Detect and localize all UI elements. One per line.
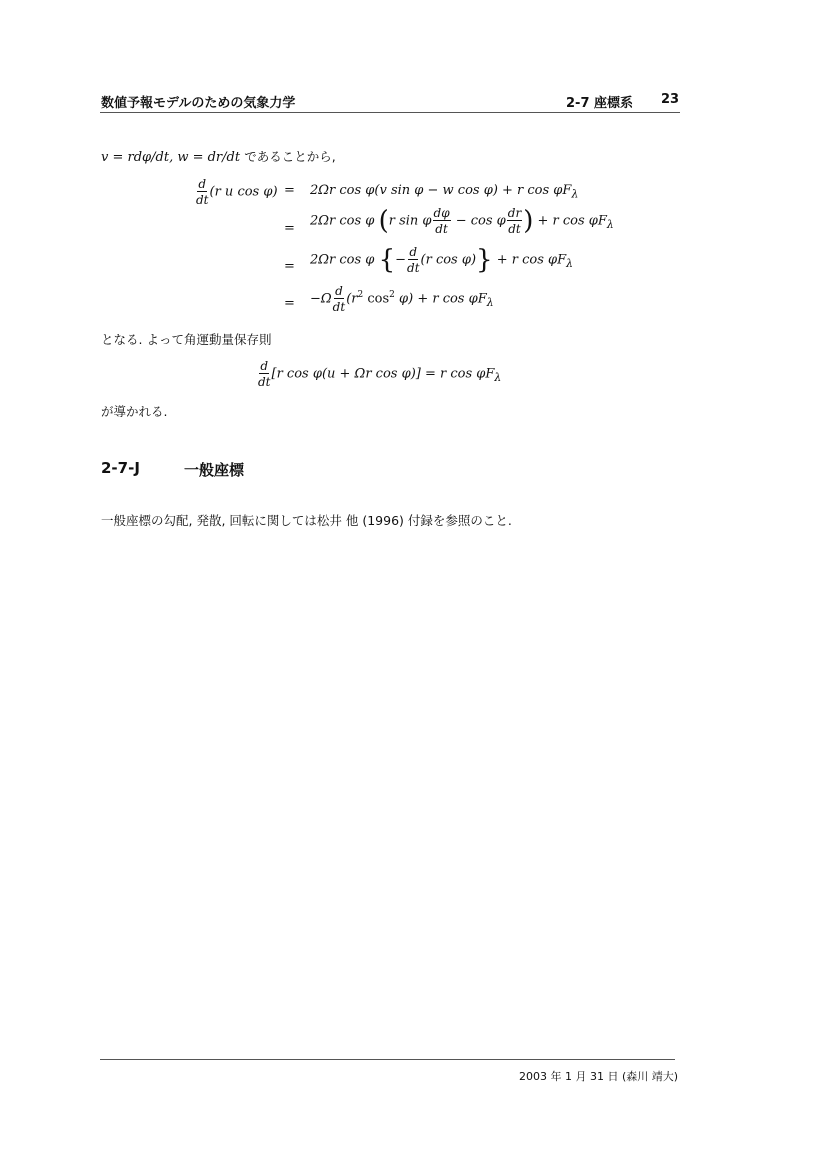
eq-rhs-1 xyxy=(310,183,578,201)
eq-rhs-2-a: 2Ωr cos φ xyxy=(310,213,375,229)
eq-rhs-2 xyxy=(310,207,614,235)
eq2-body: [r cos φ(u + Ωr cos φ)] = r cos φF xyxy=(271,366,495,382)
running-header-section: 2-7 座標系 xyxy=(566,96,634,111)
right-brace: } xyxy=(476,245,493,275)
eq-rhs-3 xyxy=(310,246,573,274)
eq-sign-4: = xyxy=(284,296,295,311)
eq-rhs-4-c: cos xyxy=(367,291,390,307)
text-after-equations: となる. よって角運動量保存則 xyxy=(101,332,272,347)
section-title: 一般座標 xyxy=(184,461,245,479)
eq-rhs-4 xyxy=(310,285,494,313)
subscript-lambda: λ xyxy=(486,296,494,310)
eq-rhs-1-text: 2Ωr cos φ(v sin φ − w cos φ) + r cos φF xyxy=(310,183,572,198)
eq-lhs xyxy=(195,178,278,206)
angular-momentum-equation xyxy=(257,360,501,388)
eq-rhs-3-c: (r cos φ) xyxy=(420,252,477,268)
subscript-lambda: λ xyxy=(566,257,574,271)
superscript-two: 2 xyxy=(389,290,395,301)
eq-rhs-4-b: (r xyxy=(346,291,358,307)
derivative-dphi-dt: $\frac{d\varphi}{dt}$ xyxy=(433,206,450,236)
text-derived: が導かれる. xyxy=(101,404,168,419)
subscript-lambda: λ xyxy=(494,371,502,385)
eq-rhs-2-b: r sin φ xyxy=(388,213,432,229)
eq-sign-2: = xyxy=(284,221,295,236)
footer-rule xyxy=(100,1059,675,1060)
superscript-two: 2 xyxy=(357,290,364,301)
derivative-d-dt: $\frac{d}{dt}$ xyxy=(196,177,209,207)
eq-lhs-arg: (r u cos φ) xyxy=(209,184,278,200)
left-paren: ( xyxy=(378,206,389,236)
subscript-lambda: λ xyxy=(606,218,614,232)
eq-rhs-3-d: + r cos φF xyxy=(496,252,567,268)
derivative-d-dt-3: $\frac{d}{dt}$ xyxy=(332,284,346,314)
left-brace: { xyxy=(378,245,396,275)
section-number: 2-7-J xyxy=(101,459,140,477)
section-body-text: 一般座標の勾配, 発散, 回転に関しては松井 他 (1996) 付録を参照のこと. xyxy=(101,513,512,528)
footer-date-author: 2003 年 1 月 31 日 (森川 靖大) xyxy=(519,1070,679,1083)
eq-sign-3: = xyxy=(284,259,295,274)
right-paren: ) xyxy=(523,206,534,236)
eq-rhs-4-d: φ) + r cos φF xyxy=(399,291,487,307)
intro-math: v = rdφ/dt, w = dr/dt xyxy=(101,150,241,165)
header-rule xyxy=(100,112,680,113)
eq-rhs-2-c: − cos φ xyxy=(455,213,506,229)
eq-rhs-3-b: − xyxy=(395,252,407,268)
subscript-lambda: λ xyxy=(571,187,579,201)
eq-rhs-4-a: −Ω xyxy=(310,291,332,307)
derivative-dr-dt: $\frac{dr}{dt}$ xyxy=(507,206,522,236)
page-number: 23 xyxy=(661,92,680,107)
derivative-d-dt-2: $\frac{d}{dt}$ xyxy=(407,245,420,275)
intro-line xyxy=(101,147,336,165)
intro-text: であることから, xyxy=(244,149,336,164)
eq-rhs-2-d: + r cos φF xyxy=(537,213,607,229)
eq-rhs-3-a: 2Ωr cos φ xyxy=(310,252,375,268)
derivative-d-dt-4: $\frac{d}{dt}$ xyxy=(258,359,271,389)
running-header-title: 数値予報モデルのための気象力学 xyxy=(101,96,296,111)
eq-sign-1: = xyxy=(284,183,295,198)
